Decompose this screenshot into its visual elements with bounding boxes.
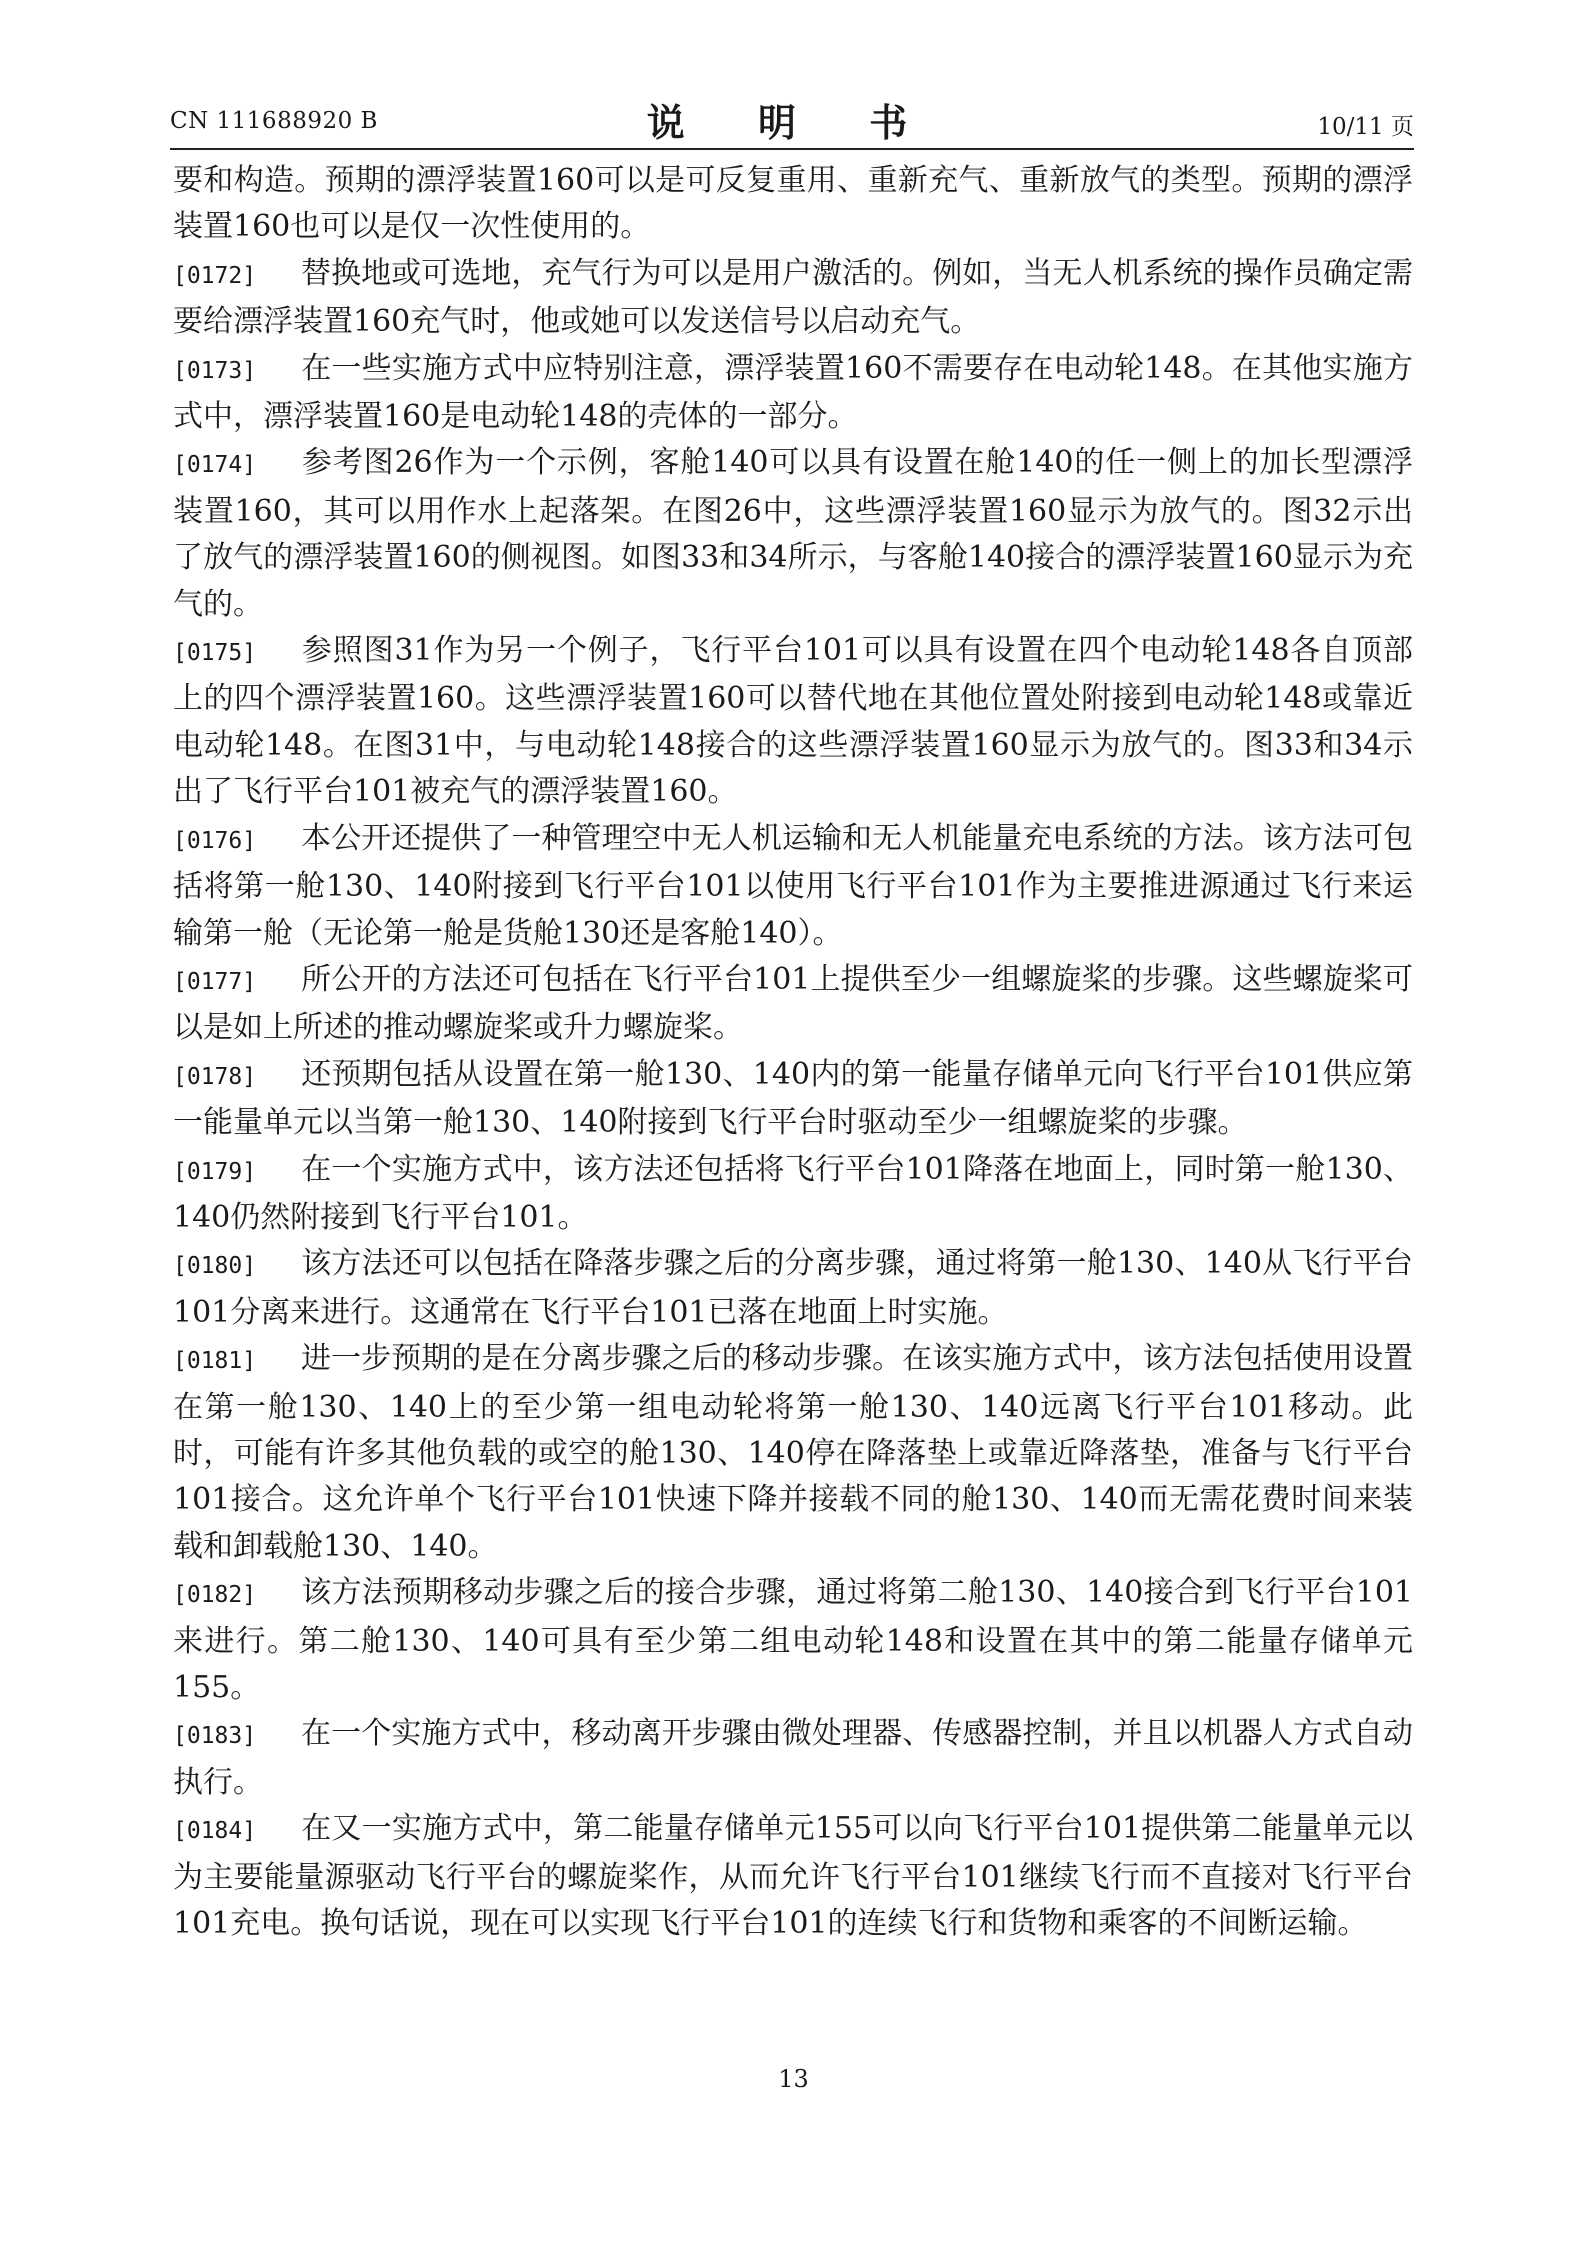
paragraph xyxy=(173,1806,1413,1947)
paragraph-number: [0184] xyxy=(173,1818,257,1845)
paragraph xyxy=(173,1241,1413,1336)
paragraph-text: 该方法预期移动步骤之后的接合步骤，通过将第二舱130、140接合到飞行平台101来进行。第二舱130、140可具有至少第二组电动轮148和设置在其中的第二能量存储单元155。 xyxy=(173,1575,1413,1705)
paragraph-text: 在一些实施方式中应特别注意，漂浮装置160不需要存在电动轮148。在其他实施方式中，漂浮装置160是电动轮148的壳体的一部分。 xyxy=(173,350,1413,435)
paragraph-number: [0178] xyxy=(173,1063,257,1090)
paragraph xyxy=(173,628,1413,816)
paragraph-number: [0174] xyxy=(173,452,257,479)
paragraph-text: 本公开还提供了一种管理空中无人机运输和无人机能量充电系统的方法。该方法可包括将第一舱130、140附接到飞行平台101以使用飞行平台101作为主要推进源通过飞行来运输第一舱（无论第一舱是货舱130还是客舱140）。 xyxy=(173,820,1413,951)
paragraph-text: 在一个实施方式中，移动离开步骤由微处理器、传感器控制，并且以机器人方式自动执行。 xyxy=(173,1716,1413,1800)
patent-number: CN 111688920 B xyxy=(170,108,378,134)
paragraph xyxy=(173,440,1413,628)
paragraph xyxy=(173,158,1413,251)
paragraph-text: 参考图26作为一个示例，客舱140可以具有设置在舱140的任一侧上的加长型漂浮装置160，其可以用作水上起落架。在图26中，这些漂浮装置160显示为放气的。图32示出了放气的漂浮装置160的侧视图。如图33和34所示，与客舱140接合的漂浮装置160显示为充气的。 xyxy=(173,445,1413,622)
paragraph-text: 所公开的方法还可包括在飞行平台101上提供至少一组螺旋桨的步骤。这些螺旋桨可以是如上所述的推动螺旋桨或升力螺旋桨。 xyxy=(173,961,1413,1046)
paragraph xyxy=(173,1147,1413,1242)
paragraph-number: [0180] xyxy=(173,1253,257,1280)
document-title: 说 明 书 xyxy=(646,100,938,145)
paragraph xyxy=(173,1711,1413,1806)
paragraph-text: 进一步预期的是在分离步骤之后的移动步骤。在该实施方式中，该方法包括使用设置在第一舱130、140上的至少第一组电动轮将第一舱130、140远离飞行平台101移动。此时，可能有许多其他负载的或空的舱130、140停在降落垫上或靠近降落垫，准备与飞行平台101接合。这允许单个飞行平台101快速下降并接载不同的舱130、140而无需花费时间来装载和卸载舱130、140。 xyxy=(173,1341,1413,1564)
paragraph xyxy=(173,816,1413,957)
paragraph-number: [0182] xyxy=(173,1582,257,1609)
paragraph-number: [0183] xyxy=(173,1723,257,1750)
page-info: 10/11 页 xyxy=(1317,114,1414,140)
paragraph-number: [0172] xyxy=(173,262,257,289)
paragraph-number: [0175] xyxy=(173,640,257,667)
paragraph-number: [0176] xyxy=(173,827,257,854)
paragraph-text: 还预期包括从设置在第一舱130、140内的第一能量存储单元向飞行平台101供应第一能量单元以当第一舱130、140附接到飞行平台时驱动至少一组螺旋桨的步骤。 xyxy=(173,1056,1413,1141)
paragraph-text: 在一个实施方式中，该方法还包括将飞行平台101降落在地面上，同时第一舱130、140仍然附接到飞行平台101。 xyxy=(173,1151,1413,1235)
paragraph-text: 替换地或可选地，充气行为可以是用户激活的。例如，当无人机系统的操作员确定需要给漂浮装置160充气时，他或她可以发送信号以启动充气。 xyxy=(173,255,1413,340)
paragraph-number: [0173] xyxy=(173,357,257,384)
paragraph xyxy=(173,1052,1413,1147)
paragraph-text: 要和构造。预期的漂浮装置160可以是可反复重用、重新充气、重新放气的类型。预期的漂浮装置160也可以是仅一次性使用的。 xyxy=(173,163,1413,245)
paragraph xyxy=(173,1570,1413,1711)
paragraph-number: [0181] xyxy=(173,1348,257,1375)
paragraph-text: 参照图31作为另一个例子，飞行平台101可以具有设置在四个电动轮148各自顶部上的四个漂浮装置160。这些漂浮装置160可以替代地在其他位置处附接到电动轮148或靠近电动轮148。在图31中，与电动轮148接合的这些漂浮装置160显示为放气的。图33和34示出了飞行平台101被充气的漂浮装置160。 xyxy=(173,633,1413,810)
document-body xyxy=(173,158,1413,1947)
paragraph xyxy=(173,1336,1413,1570)
page-header xyxy=(170,92,1414,148)
paragraph-text: 在又一实施方式中，第二能量存储单元155可以向飞行平台101提供第二能量单元以为主要能量源驱动飞行平台的螺旋桨作，从而允许飞行平台101继续飞行而不直接对飞行平台101充电。换句话说，现在可以实现飞行平台101的连续飞行和货物和乘客的不间断运输。 xyxy=(173,1811,1413,1942)
paragraph xyxy=(173,346,1413,441)
paragraph-number: [0179] xyxy=(173,1158,257,1185)
page-number: 13 xyxy=(778,2065,809,2093)
header-rule xyxy=(170,148,1414,150)
paragraph xyxy=(173,957,1413,1052)
paragraph-text: 该方法还可以包括在降落步骤之后的分离步骤，通过将第一舱130、140从飞行平台101分离来进行。这通常在飞行平台101已落在地面上时实施。 xyxy=(173,1246,1413,1330)
paragraph-number: [0177] xyxy=(173,968,257,995)
paragraph xyxy=(173,251,1413,346)
